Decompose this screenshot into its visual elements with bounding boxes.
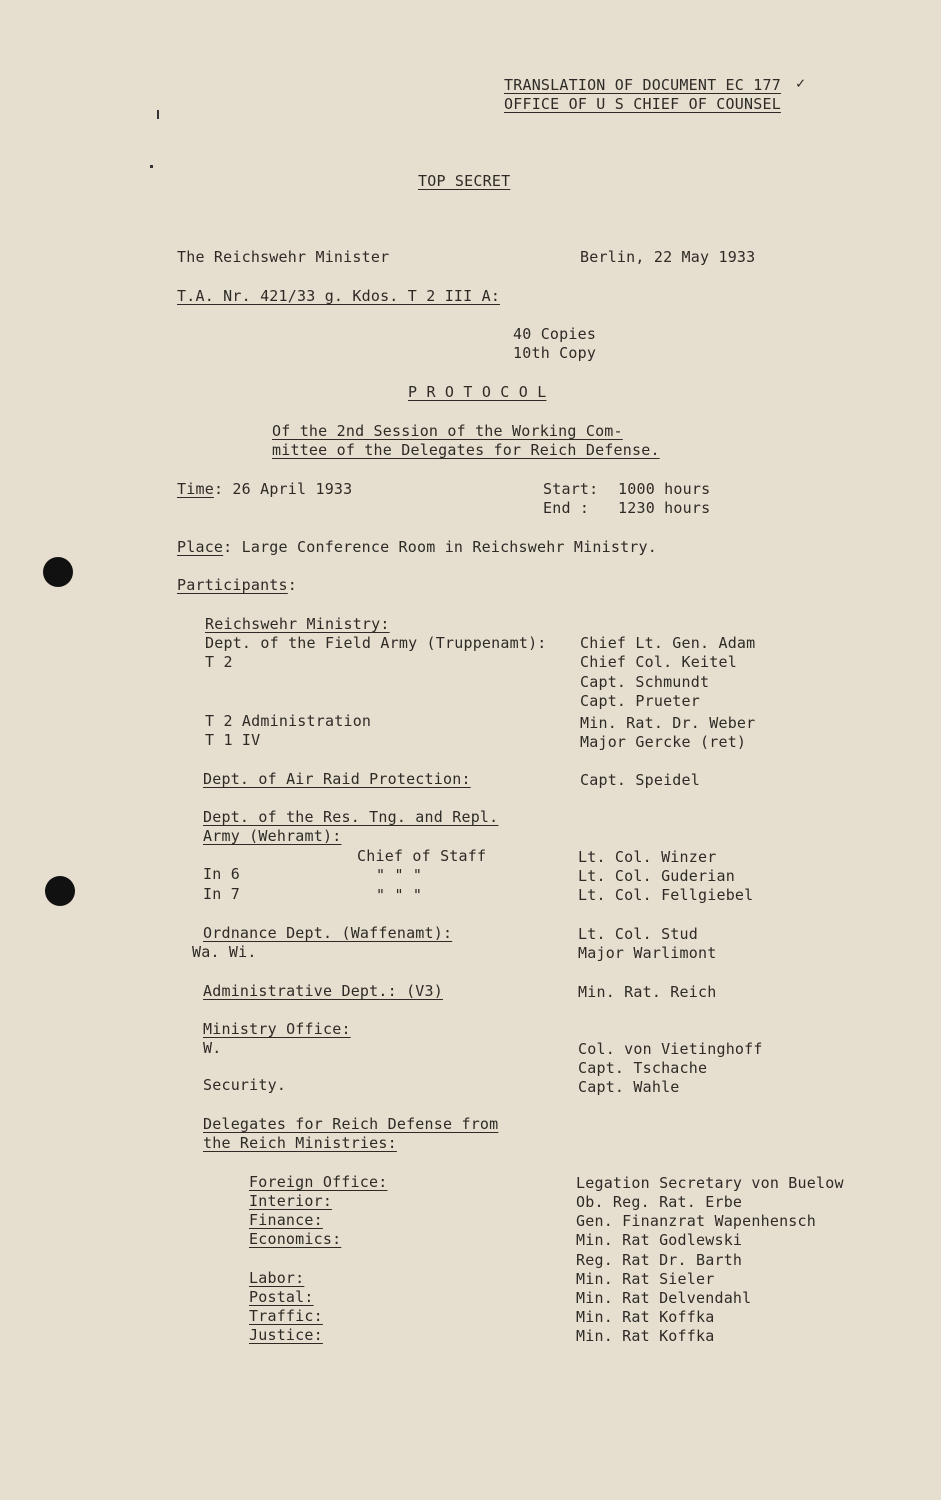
participant-name: Capt. Speidel [580,771,700,789]
start-value: 1000 hours [618,480,711,498]
reichswehr-ministry-heading: Reichswehr Ministry: [205,615,390,633]
place-label: Place [177,538,224,556]
delegate-name: Min. Rat Koffka [576,1308,715,1326]
participant-name: Lt. Col. Guderian [578,867,735,885]
delegate-name: Reg. Rat Dr. Barth [576,1251,743,1269]
delegate-name: Min. Rat Sieler [576,1270,715,1288]
place-row [177,538,657,557]
time-value: : 26 April 1933 [213,480,353,498]
field-army-dept: Dept. of the Field Army (Truppenamt): [205,634,547,652]
delegate-name: Min. Rat Koffka [576,1327,715,1345]
paper-speck [157,110,159,119]
copies-total: 40 Copies [513,325,597,343]
w-unit: W. [203,1039,222,1057]
sender: The Reichswehr Minister [177,248,390,266]
delegates-heading-line-2: the Reich Ministries: [203,1134,397,1152]
document-title: P R O T O C O L [408,383,547,401]
subtitle-line-1: Of the 2nd Session of the Working Com- [272,422,623,440]
paper-speck [150,165,153,168]
chief-of-staff-label: Chief of Staff [357,847,487,865]
ministry-name: Foreign Office: [249,1173,388,1191]
end-label: End : [543,499,590,517]
participant-name: Col. von Vietinghoff [578,1040,763,1058]
ministry-name: Traffic: [249,1307,323,1325]
res-tng-dept-line-1: Dept. of the Res. Tng. and Repl. [203,808,499,826]
ministry-name: Postal: [249,1288,314,1306]
ministry-name: Economics: [249,1230,342,1248]
participant-name: Lt. Col. Fellgiebel [578,886,754,904]
participant-name: Capt. Schmundt [580,673,710,691]
participant-name: Chief Col. Keitel [580,653,737,671]
place-date: Berlin, 22 May 1933 [580,248,756,266]
participant-name: Capt. Wahle [578,1078,680,1096]
header-line-1: TRANSLATION OF DOCUMENT EC 177 [504,76,781,94]
t1-iv-unit: T 1 IV [205,731,261,749]
air-raid-dept: Dept. of Air Raid Protection: [203,770,471,788]
ministry-name: Finance: [249,1211,323,1229]
delegate-name: Min. Rat Godlewski [576,1231,743,1249]
ditto-marks: " " " [376,866,423,884]
ministry-name: Labor: [249,1269,305,1287]
participant-name: Min. Rat. Dr. Weber [580,714,756,732]
ministry-name: Interior: [249,1192,333,1210]
delegate-name: Gen. Finanzrat Wapenhensch [576,1212,816,1230]
t2-unit: T 2 [205,653,233,671]
ditto-marks: " " " [376,886,423,904]
participant-name: Major Warlimont [578,944,717,962]
ministry-office: Ministry Office: [203,1020,351,1038]
delegate-name: Legation Secretary von Buelow [576,1174,844,1192]
end-value: 1230 hours [618,499,711,517]
participant-name: Major Gercke (ret) [580,733,747,751]
header-line-2: OFFICE OF U S CHIEF OF COUNSEL [504,95,781,113]
res-tng-dept-line-2: Army (Wehramt): [203,827,342,845]
administrative-dept: Administrative Dept.: (V3) [203,982,443,1000]
participant-name: Lt. Col. Stud [578,925,698,943]
participants-colon: : [287,576,298,594]
reference-number: T.A. Nr. 421/33 g. Kdos. T 2 III A: [177,287,501,305]
ordnance-dept: Ordnance Dept. (Waffenamt): [203,924,453,942]
check-mark-icon: ✓ [796,74,806,92]
participant-name: Chief Lt. Gen. Adam [580,634,756,652]
participant-name: Capt. Tschache [578,1059,708,1077]
t2-admin-unit: T 2 Administration [205,712,372,730]
subtitle-line-2: mittee of the Delegates for Reich Defense. [272,441,660,459]
participants-row [177,576,297,595]
participant-name: Capt. Prueter [580,692,700,710]
participant-name: Min. Rat. Reich [578,983,717,1001]
participants-label: Participants [177,576,288,594]
wa-wi-unit: Wa. Wi. [192,943,257,961]
time-row [177,480,352,499]
delegate-name: Min. Rat Delvendahl [576,1289,752,1307]
punch-hole-top [43,557,73,587]
start-label: Start: [543,480,599,498]
ministry-name: Justice: [249,1326,323,1344]
security-unit: Security. [203,1076,287,1094]
in7-unit: In 7 [203,885,240,903]
participant-name: Lt. Col. Winzer [578,848,717,866]
punch-hole-bottom [45,876,75,906]
time-label: Time [177,480,214,498]
place-value: : Large Conference Room in Reichswehr Ministry. [223,538,658,556]
classification: TOP SECRET [418,172,511,190]
delegates-heading-line-1: Delegates for Reich Defense from [203,1115,499,1133]
delegate-name: Ob. Reg. Rat. Erbe [576,1193,743,1211]
copies-this: 10th Copy [513,344,597,362]
in6-unit: In 6 [203,865,240,883]
